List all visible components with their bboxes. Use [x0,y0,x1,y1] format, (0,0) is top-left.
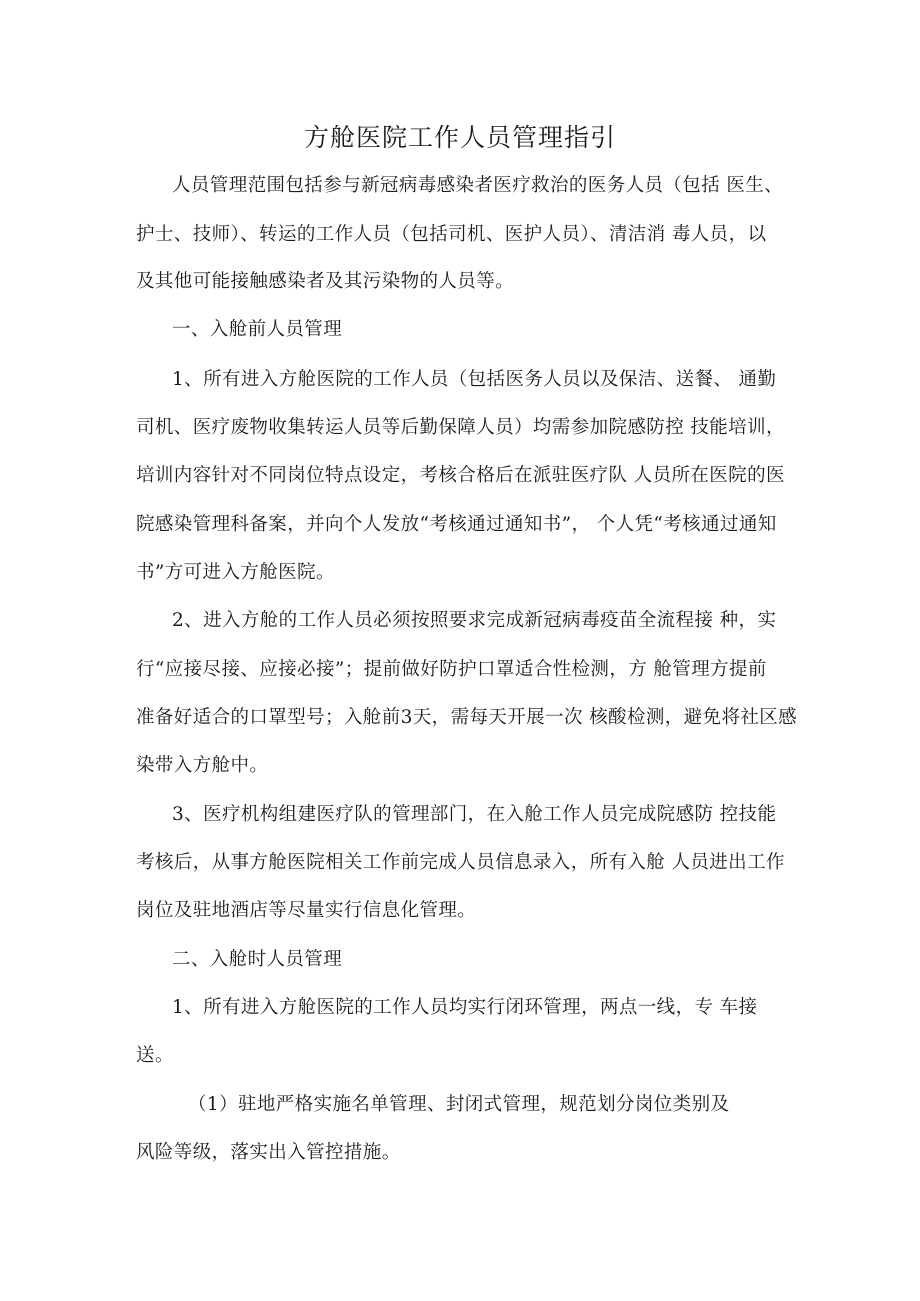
scope-paragraph-line-1: 人员管理范围包括参与新冠病毒感染者医疗救治的医务人员（包括 医生、 [172,175,784,196]
item-3-line-2: 考核后，从事方舱医院相关工作前完成人员信息录入，所有入舱 人员进出工作 [136,852,785,873]
item-2-line-3: 准备好适合的口罩型号；入舱前3天，需每天开展一次 核酸检测，避免将社区感 [136,707,798,728]
sub-item-1-line-1: （1）驻地严格实施名单管理、封闭式管理，规范划分岗位类别及 [188,1094,730,1115]
item-2-line-4: 染带入方舱中。 [136,755,269,776]
scope-paragraph-line-2: 护士、技师）、转运的工作人员（包括司机、医护人员）、清洁消 毒人员，以 [136,224,767,245]
section-heading-pre-entry: 一、入舱前人员管理 [172,319,343,340]
section-heading-on-entry: 二、入舱时人员管理 [172,949,343,970]
sub-item-1-line-2: 风险等级，落实出入管控措施。 [136,1142,401,1163]
item-2-line-1: 2、进入方舱的工作人员必须按照要求完成新冠病毒疫苗全流程接 种，实 [172,610,777,631]
entry-item-1-line-1: 1、所有进入方舱医院的工作人员均实行闭环管理，两点一线，专 车接 [172,997,758,1018]
item-3-line-3: 岗位及驻地酒店等尽量实行信息化管理。 [136,900,477,921]
item-1-line-1: 1、所有进入方舱医院的工作人员（包括医务人员以及保洁、送餐、 通勤 [172,369,777,390]
entry-item-1-line-2: 送。 [136,1045,174,1066]
item-2-line-2: 行“应接尽接、应接必接”；提前做好防护口罩适合性检测，方 舱管理方提前 [136,659,767,680]
item-3-line-1: 3、医疗机构组建医疗队的管理部门，在入舱工作人员完成院感防 控技能 [172,804,777,825]
item-1-line-3: 培训内容针对不同岗位特点设定，考核合格后在派驻医疗队 人员所在医院的医 [136,465,785,486]
item-1-line-4: 院感染管理科备案，并向个人发放“考核通过通知书”， 个人凭“考核通过通知 [136,514,777,535]
scope-paragraph-line-3: 及其他可能接触感染者及其污染物的人员等。 [136,271,515,292]
item-1-line-5: 书”方可进入方舱医院。 [136,562,335,583]
document-title: 方舱医院工作人员管理指引 [303,123,616,152]
item-1-line-2: 司机、医疗废物收集转运人员等后勤保障人员）均需参加院感防控 技能培训， [136,417,785,438]
